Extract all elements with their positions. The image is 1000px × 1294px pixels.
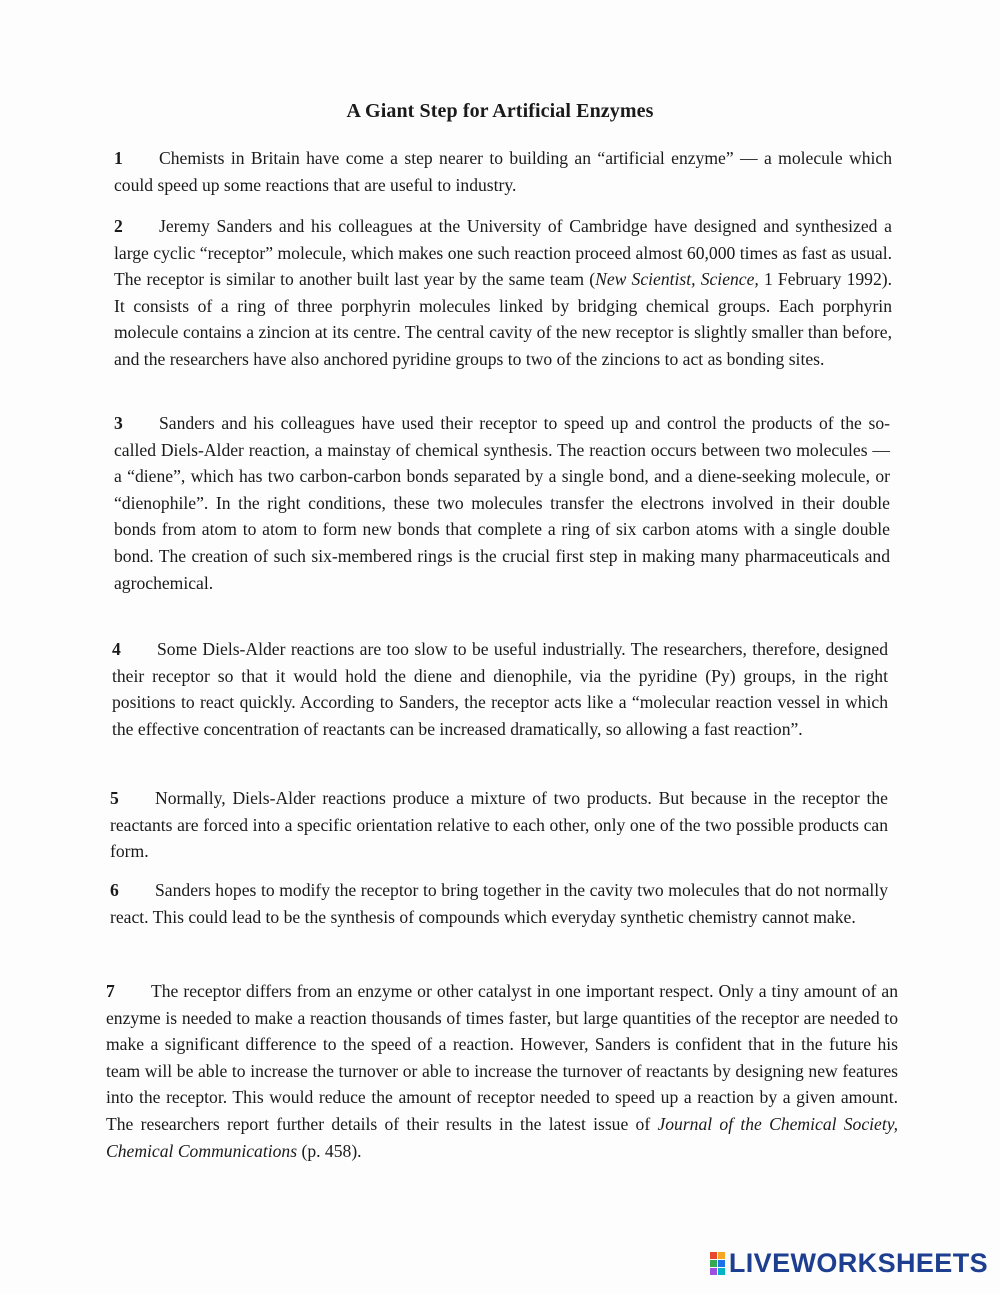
liveworksheets-logo-icon [710,1252,725,1275]
paragraph-6 [110,877,888,930]
paragraph-text: Chemists in Britain have come a step nearer to building an “artificial enzyme” — a molecule which could speed up some reactions that are useful to industry. [114,148,892,195]
paragraph-number: 7 [106,981,115,1001]
paragraph-5 [110,785,888,865]
paragraph-4 [112,636,888,742]
paragraph-text-cont: 1 February 1992). It consists of a ring of three porphyrin molecules linked by bridging chemical groups. Each porphyrin molecule contains a zincion at its centre. The central cavity of the new receptor is slightly smaller than before, and the researchers have also anchored pyridine groups to two of the zincions to act as bonding sites. [114,269,893,369]
paragraph-number: 5 [110,788,119,808]
paragraph-text: Jeremy Sanders and his colleagues at the University of Cambridge have designed and synthesized a large cyclic “receptor” molecule, which makes one such reaction proceed almost 60,000 times as fast as usual. The receptor is similar to another built last year by the same team ( [114,216,892,290]
liveworksheets-brand[interactable] [710,1248,988,1278]
paragraph-3 [114,410,890,596]
paragraph-text: The receptor differs from an enzyme or other catalyst in one important respect. Only a tiny amount of an enzyme is needed to make a reaction thousands of times faster, but large quantities of the receptor are needed to make a significant difference to the speed of a reaction. However, Sanders is confident that in the future his team will be able to increase the turnover or able to increase the turnover of reactants by designing new features into the receptor. This would reduce the amount of receptor needed to speed up a reaction by a given amount. The researchers report further details of their results in the latest issue of [106,981,898,1134]
paragraph-number: 3 [114,413,123,433]
logo-tile-icon [718,1252,725,1259]
paragraph-2 [114,213,892,373]
logo-tile-icon [718,1260,725,1267]
paragraph-number: 4 [112,639,121,659]
paragraph-1 [114,145,892,198]
paragraph-text: Sanders and his colleagues have used their receptor to speed up and control the products of the so-called Diels-Alder reaction, a mainstay of chemical synthesis. The reaction occurs between two molecules — a “diene”, which has two carbon-carbon bonds separated by a single bond, and a diene-seeking molecule, or “dienophile”. In the right conditions, these two molecules transfer the electrons involved in their double bonds from atom to atom to form new bonds that complete a ring of six carbon atoms with a single double bond. The creation of such six-membered rings is the crucial first step in making many pharmaceuticals and agrochemical. [114,413,890,593]
citation-italic: New Scientist, Science, [595,269,759,290]
journal-title-italic: Journal of the Chemical Society, Chemical Communications [106,1113,898,1161]
logo-tile-icon [710,1268,717,1275]
paragraph-number: 2 [114,216,123,236]
paragraph-text: Normally, Diels-Alder reactions produce a mixture of two products. But because in the receptor the reactants are forced into a specific orientation relative to each other, only one of the two possible products can form. [110,788,888,862]
paragraph-number: 6 [110,880,119,900]
brand-name: LIVEWORKSHEETS [728,1247,988,1278]
paragraph-text: Some Diels-Alder reactions are too slow to be useful industrially. The researchers, therefore, designed their receptor so that it would hold the diene and dienophile, via the pyridine (Py) groups, in the right positions to react quickly. According to Sanders, the receptor acts like a “molecular reaction vessel in which the effective concentration of reactants can be increased dramatically, so allowing a fast reaction”. [112,639,888,739]
logo-tile-icon [710,1260,717,1267]
article-title: A Giant Step for Artificial Enzymes [346,100,654,122]
logo-tile-icon [710,1252,717,1259]
paragraph-text-cont: (p. 458). [297,1140,362,1161]
logo-tile-icon [718,1268,725,1275]
paragraph-text: Sanders hopes to modify the receptor to bring together in the cavity two molecules that do not normally react. This could lead to be the synthesis of compounds which everyday synthetic chemistry cannot make. [110,880,888,927]
paragraph-number: 1 [114,148,123,168]
paragraph-7 [106,978,898,1164]
